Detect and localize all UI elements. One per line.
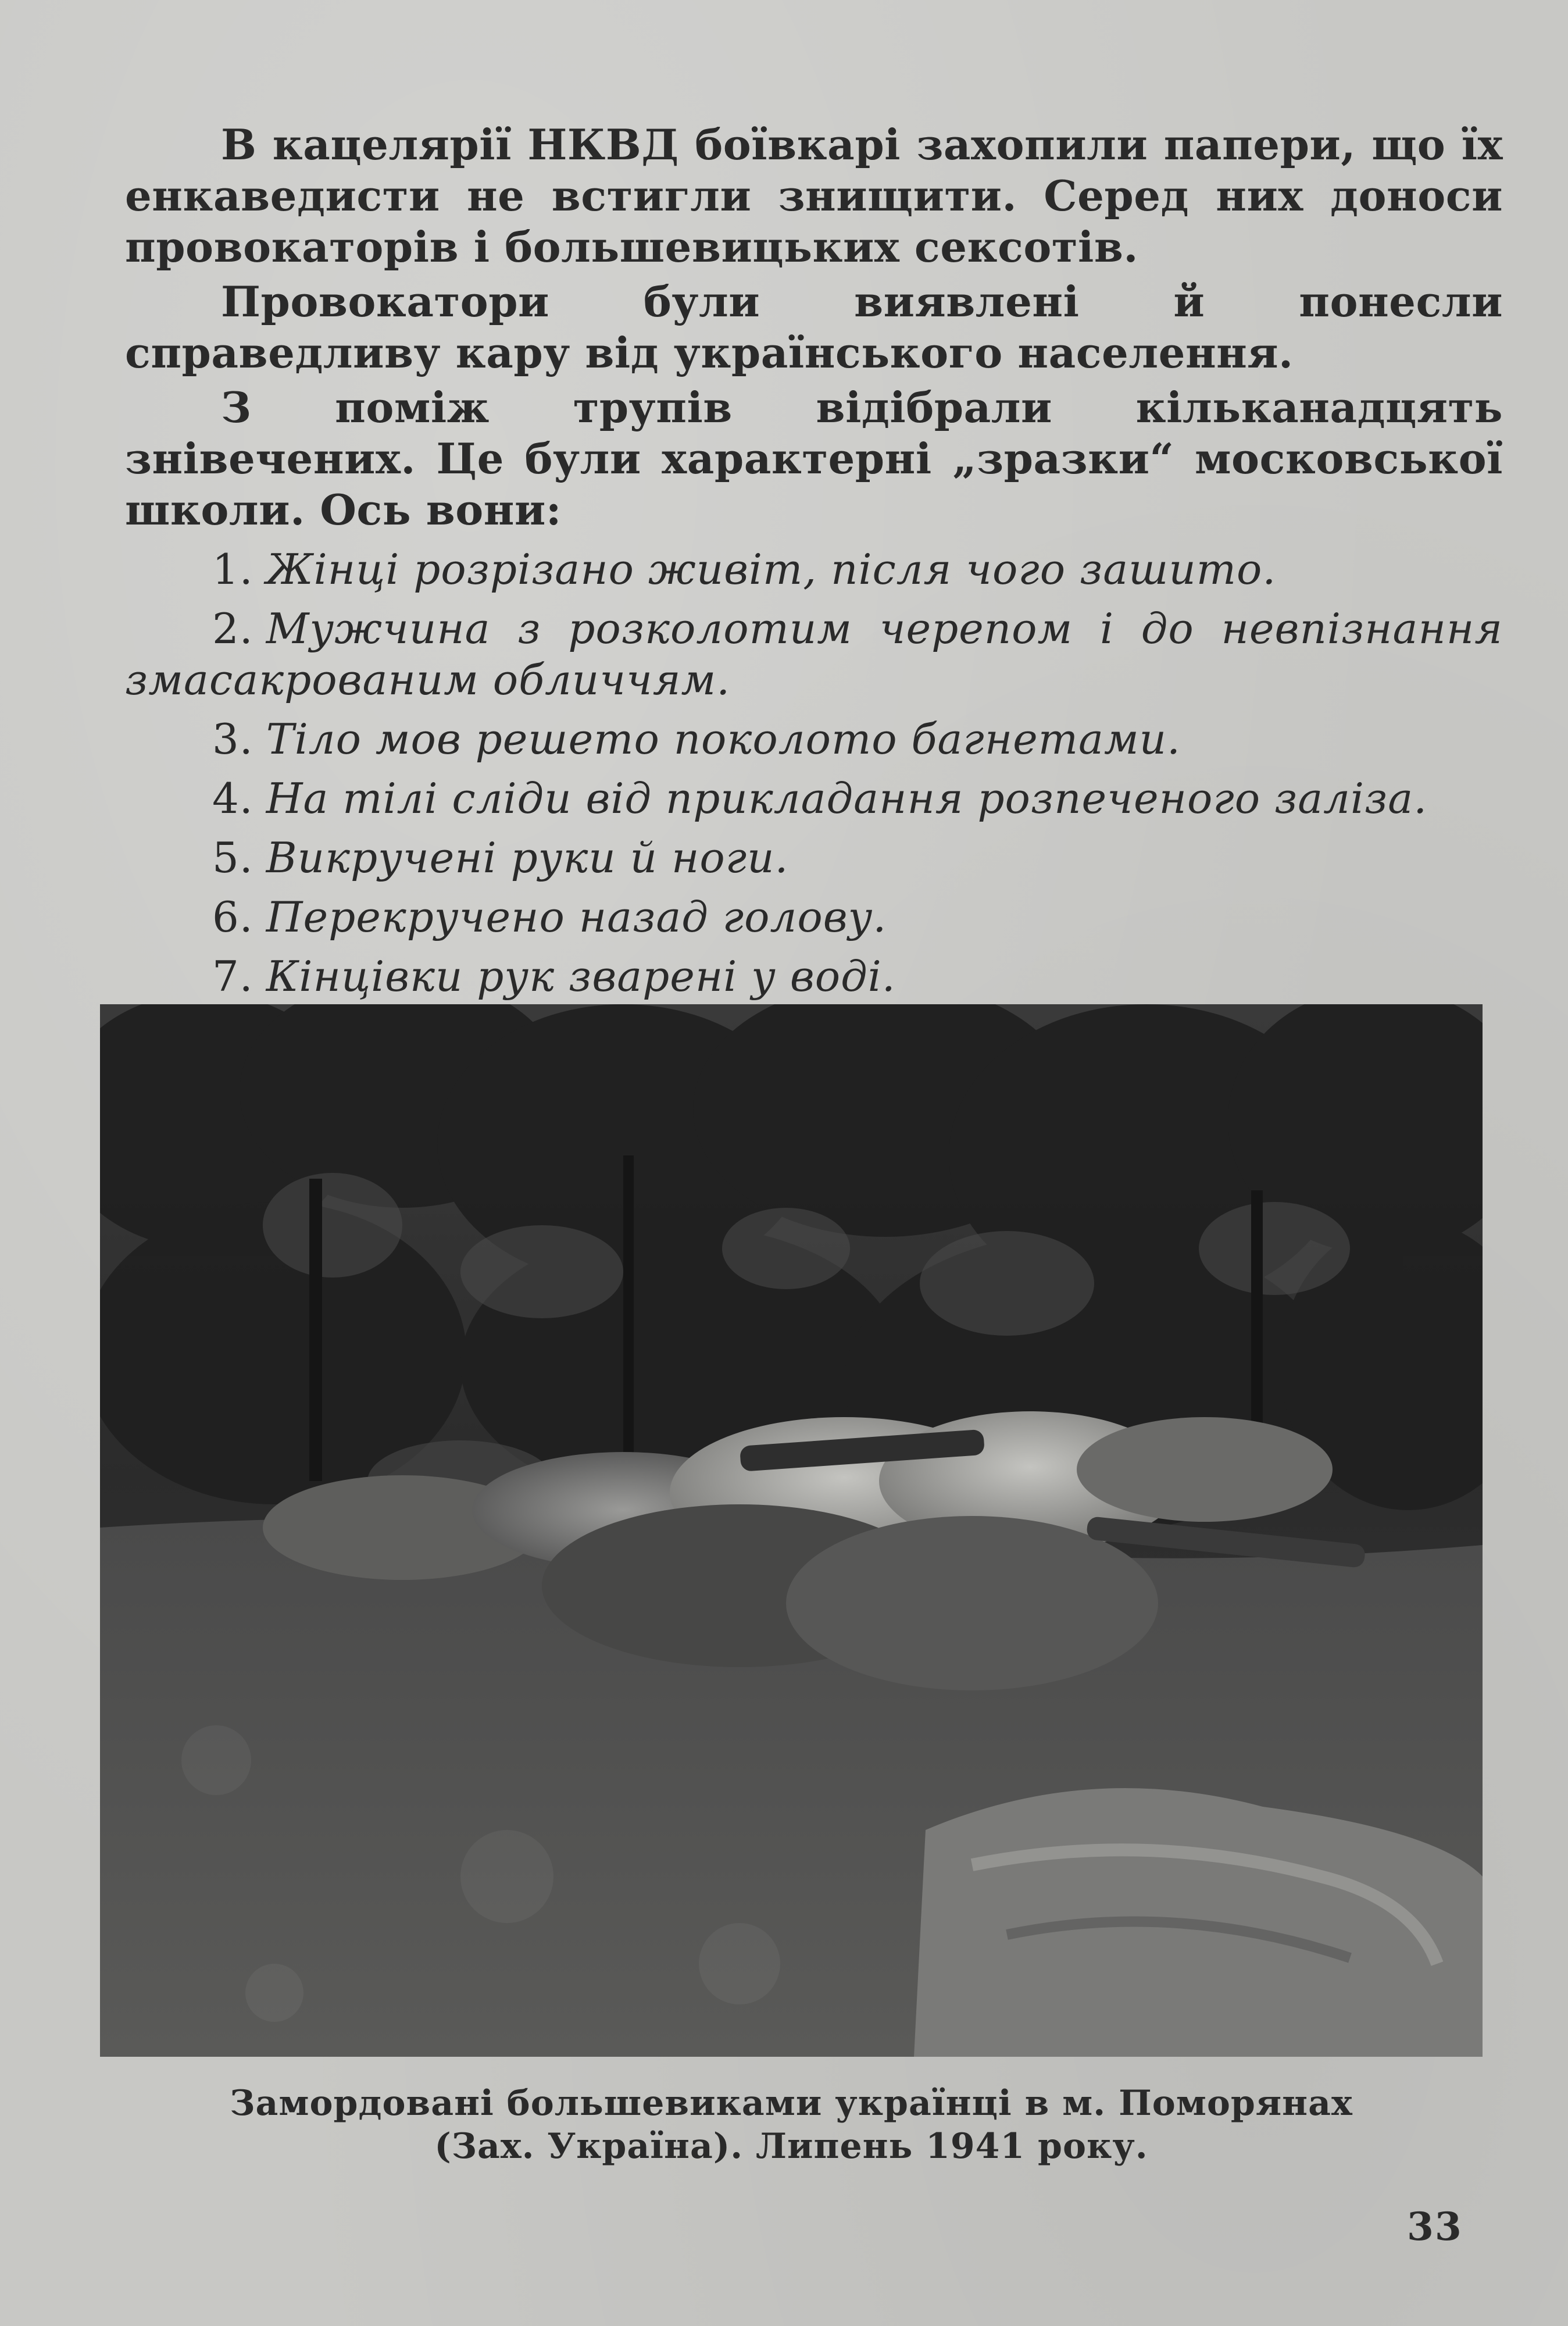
page-number: 33 <box>1407 2204 1463 2249</box>
list-item-text: Викручені руки й ноги. <box>266 833 789 882</box>
list-item <box>125 544 1503 595</box>
list-item <box>125 951 1503 1002</box>
body-text <box>125 119 1503 1010</box>
paragraph-2: Провокатори були виявлені й понесли справедливу кару від українського населення. <box>125 277 1503 377</box>
list-item-number: 2. <box>212 604 253 653</box>
caption-line-2: (Зах. Україна). Липень 1941 року. <box>434 2126 1148 2167</box>
list-item-text: Мужчина з розколотим черепом і до невпізнання змасакрованим обличчям. <box>125 604 1503 704</box>
list-item-number: 6. <box>212 893 253 941</box>
list-item-number: 4. <box>212 774 253 823</box>
list-item-text: На тілі сліди від прикладання розпеченого заліза. <box>266 774 1428 823</box>
list-item-number: 5. <box>212 833 253 882</box>
paragraph-1: В кацелярії НКВД боївкарі захопили папери, що їх енкаведисти не встигли знищити. Серед них доноси провокаторів і большевицьких сексотів. <box>125 120 1503 272</box>
halftone-photograph <box>100 1004 1483 2057</box>
photograph-image <box>100 1004 1483 2057</box>
list-item <box>125 773 1503 824</box>
list-item <box>125 603 1503 705</box>
list-item <box>125 832 1503 883</box>
paragraph-3: З поміж трупів відібрали кільканадцять знівечених. Це були характерні „зразки“ московської школи. Ось вони: <box>125 383 1503 534</box>
list-item <box>125 891 1503 943</box>
list-item-number: 3. <box>212 715 253 764</box>
photo-caption <box>100 2082 1483 2168</box>
list-item <box>125 714 1503 765</box>
list-item-text: Перекручено назад голову. <box>266 893 887 941</box>
list-item-number: 7. <box>212 952 253 1001</box>
caption-line-1: Замордовані большевиками українці в м. Поморянах <box>230 2083 1353 2124</box>
list-item-text: Кінцівки рук зварені у воді. <box>266 952 896 1001</box>
atrocity-list <box>125 544 1503 1002</box>
list-item-number: 1. <box>212 545 253 594</box>
list-item-text: Жінці розрізано живіт, після чого зашито. <box>266 545 1277 594</box>
list-item-text: Тіло мов решето поколото багнетами. <box>266 715 1181 764</box>
